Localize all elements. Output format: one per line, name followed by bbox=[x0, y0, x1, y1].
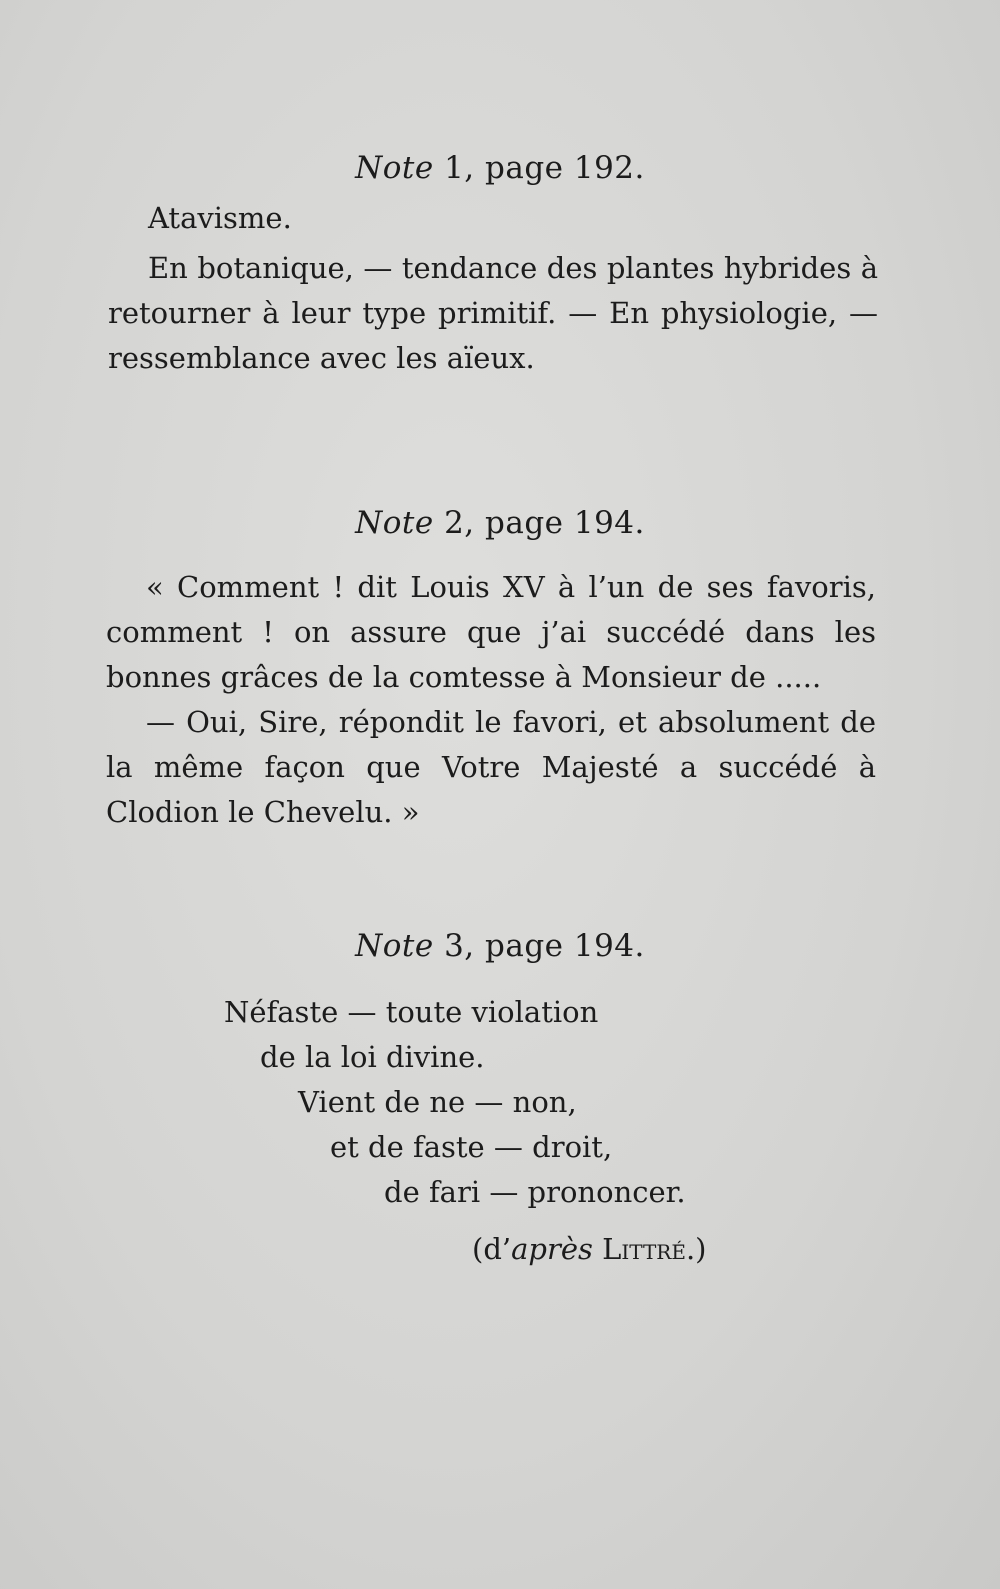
note-1-term: Atavisme. bbox=[148, 201, 292, 235]
note-2-text-1: « Comment ! dit Louis XV à l’un de ses favoris, comment ! on assure que j’ai succédé dans les bonnes grâces de la comtesse à Monsieur de ..... bbox=[106, 570, 876, 694]
note-2-text-2: — Oui, Sire, répondit le favori, et absolument de la même façon que Votre Majesté a succédé à Clodion le Chevelu. » bbox=[106, 705, 876, 829]
note-1-heading bbox=[0, 150, 1000, 186]
note-3-source bbox=[472, 1232, 707, 1266]
note-1-heading-rest: 1, page 192. bbox=[444, 150, 645, 186]
note-2-heading bbox=[0, 505, 1000, 541]
source-italic: après bbox=[511, 1232, 593, 1266]
note-2-heading-word: Note bbox=[355, 505, 434, 541]
source-open: (d’ bbox=[472, 1232, 512, 1266]
note-3-heading bbox=[0, 928, 1000, 964]
note-1-text: En botanique, — tendance des plantes hybrides à retourner à leur type primitif. — En physiologie, — ressemblance avec les aïeux. bbox=[108, 251, 878, 375]
note-3-line-2: de la loi divine. bbox=[260, 1040, 485, 1074]
note-3-line-3: Vient de ne — non, bbox=[298, 1085, 577, 1119]
note-3-line-4: et de faste — droit, bbox=[330, 1130, 613, 1164]
source-close: .) bbox=[685, 1232, 707, 1266]
note-3-heading-rest: 3, page 194. bbox=[444, 928, 645, 964]
note-2-heading-rest: 2, page 194. bbox=[444, 505, 645, 541]
note-3-line-5: de fari — prononcer. bbox=[384, 1175, 686, 1209]
note-3-heading-word: Note bbox=[355, 928, 434, 964]
source-author: Littré bbox=[602, 1232, 686, 1266]
note-1-heading-word: Note bbox=[355, 150, 434, 186]
note-3-line-1: Néfaste — toute violation bbox=[224, 995, 599, 1029]
